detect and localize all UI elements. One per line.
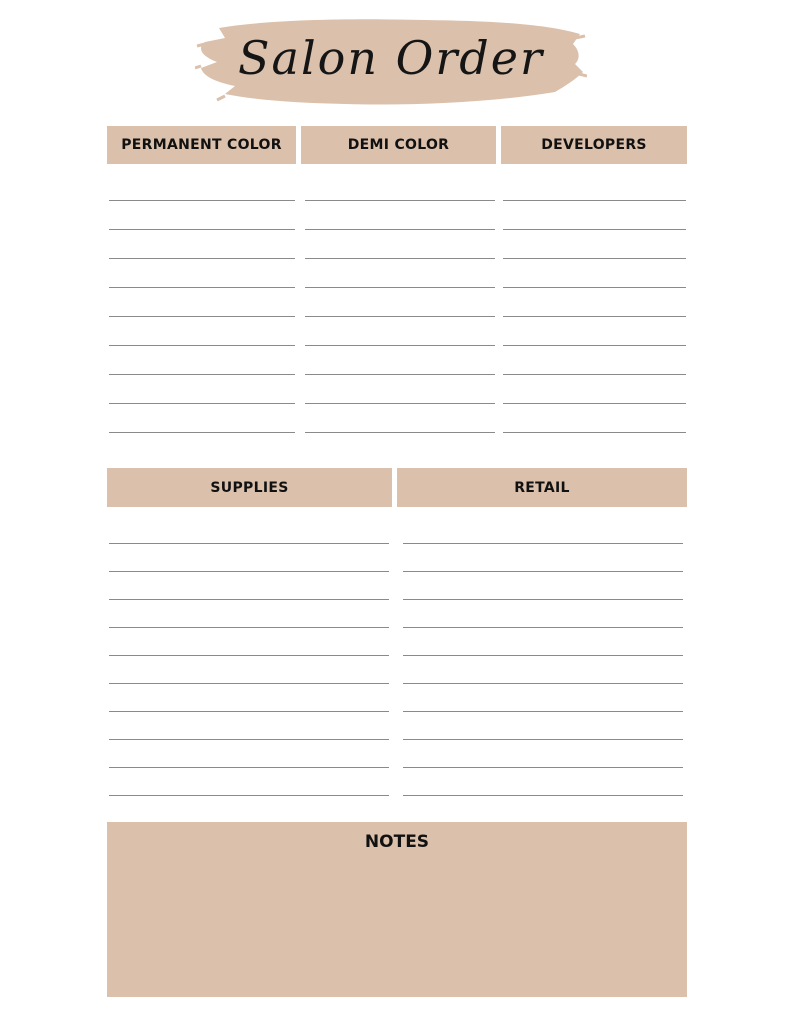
middle-col-1-line-1[interactable]	[403, 543, 683, 544]
notes-box[interactable]	[107, 822, 687, 997]
top-col-0-line-4[interactable]	[109, 287, 295, 288]
middle-col-0-line-4[interactable]	[109, 627, 389, 628]
top-col-2-line-4[interactable]	[503, 287, 686, 288]
top-col-1-line-2[interactable]	[305, 229, 495, 230]
header-retail: RETAIL	[397, 468, 687, 507]
header-permanent-color: PERMANENT COLOR	[107, 126, 296, 164]
top-col-2-line-7[interactable]	[503, 374, 686, 375]
top-col-0-line-6[interactable]	[109, 345, 295, 346]
top-col-1-line-3[interactable]	[305, 258, 495, 259]
top-col-0-line-7[interactable]	[109, 374, 295, 375]
top-col-1-line-1[interactable]	[305, 200, 495, 201]
header-supplies: SUPPLIES	[107, 468, 392, 507]
top-col-2-line-5[interactable]	[503, 316, 686, 317]
middle-col-0-line-6[interactable]	[109, 683, 389, 684]
title-banner	[195, 14, 587, 110]
top-col-1-line-7[interactable]	[305, 374, 495, 375]
top-col-1-line-4[interactable]	[305, 287, 495, 288]
top-col-0-line-1[interactable]	[109, 200, 295, 201]
middle-col-0-line-2[interactable]	[109, 571, 389, 572]
middle-col-1-line-2[interactable]	[403, 571, 683, 572]
middle-col-1-line-10[interactable]	[403, 795, 683, 796]
top-col-0-line-3[interactable]	[109, 258, 295, 259]
top-col-1-line-8[interactable]	[305, 403, 495, 404]
top-col-1-line-5[interactable]	[305, 316, 495, 317]
middle-col-1-line-6[interactable]	[403, 683, 683, 684]
top-col-2-line-6[interactable]	[503, 345, 686, 346]
top-col-0-line-9[interactable]	[109, 432, 295, 433]
header-developers: DEVELOPERS	[501, 126, 687, 164]
top-col-0-line-2[interactable]	[109, 229, 295, 230]
middle-col-0-line-5[interactable]	[109, 655, 389, 656]
top-col-2-line-2[interactable]	[503, 229, 686, 230]
middle-col-1-line-4[interactable]	[403, 627, 683, 628]
top-col-0-line-8[interactable]	[109, 403, 295, 404]
middle-col-1-line-8[interactable]	[403, 739, 683, 740]
middle-col-1-line-9[interactable]	[403, 767, 683, 768]
middle-col-0-line-8[interactable]	[109, 739, 389, 740]
top-col-2-line-1[interactable]	[503, 200, 686, 201]
page-title: Salon Order	[238, 31, 544, 85]
top-col-0-line-5[interactable]	[109, 316, 295, 317]
top-col-1-line-9[interactable]	[305, 432, 495, 433]
middle-col-0-line-7[interactable]	[109, 711, 389, 712]
middle-col-1-line-3[interactable]	[403, 599, 683, 600]
top-col-2-line-9[interactable]	[503, 432, 686, 433]
middle-col-1-line-5[interactable]	[403, 655, 683, 656]
top-col-1-line-6[interactable]	[305, 345, 495, 346]
middle-col-0-line-1[interactable]	[109, 543, 389, 544]
header-demi-color: DEMI COLOR	[301, 126, 496, 164]
middle-col-0-line-9[interactable]	[109, 767, 389, 768]
middle-col-1-line-7[interactable]	[403, 711, 683, 712]
middle-col-0-line-3[interactable]	[109, 599, 389, 600]
middle-col-0-line-10[interactable]	[109, 795, 389, 796]
notes-label: NOTES	[364, 832, 430, 852]
top-col-2-line-3[interactable]	[503, 258, 686, 259]
top-col-2-line-8[interactable]	[503, 403, 686, 404]
